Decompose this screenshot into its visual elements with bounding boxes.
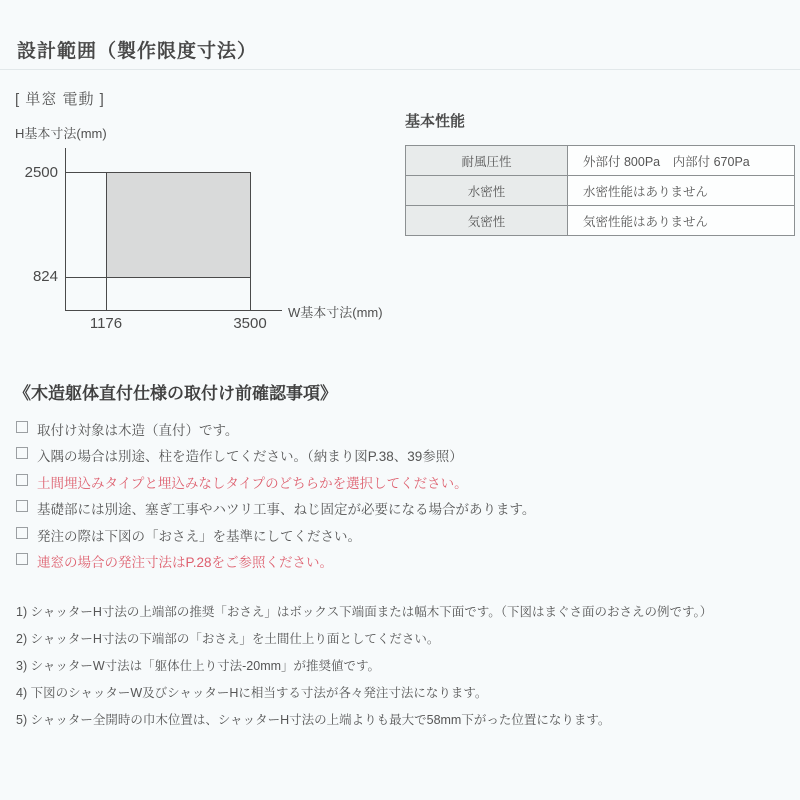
guide-line-h2500 [65,172,106,173]
checklist-item [16,525,361,545]
perf-row-value: 気密性能はありません [568,206,795,236]
y-axis-label: H基本寸法(mm) [15,126,107,141]
guide-line-w1176 [106,278,107,310]
performance-table [405,145,795,236]
checklist-item [16,472,468,492]
note-item: 4) 下図のシャッターW及びシャッターHに相当する寸法が各々発注寸法になります。 [16,686,488,700]
checklist-item [16,419,238,439]
note-item: 3) シャッターW寸法は「躯体仕上り寸法-20mm」が推奨値です。 [16,659,381,673]
checklist-item-text: 土間埋込みタイプと埋込みなしタイプのどちらかを選択してください。 [37,476,468,491]
perf-row-label: 気密性 [406,206,568,236]
note-item: 2) シャッターH寸法の下端部の「おさえ」を土間仕上り面としてください。 [16,632,440,646]
checklist-item-text: 入隅の場合は別途、柱を造作してください。（納まり図P.38、39参照） [37,449,463,464]
checkbox-icon [16,553,28,565]
perf-row-value: 外部付 800Pa 内部付 670Pa [568,146,795,176]
checklist-item-text: 発注の際は下図の「おさえ」を基準にしてください。 [37,529,361,544]
x-tick-1176: 1176 [89,315,123,332]
perf-row-label: 耐風圧性 [406,146,568,176]
manufacturable-range-region [106,172,251,278]
checkbox-icon [16,527,28,539]
guide-line-h824 [65,277,106,278]
y-tick-2500: 2500 [24,164,58,181]
x-tick-3500: 3500 [233,315,267,332]
table-row [406,146,795,176]
note-item: 1) シャッターH寸法の上端部の推奨「おさえ」はボックス下端面または幅木下面です。（下図はまぐさ面のおさえの例です。） [16,605,713,619]
checklist-item-text: 取付け対象は木造（直付）です。 [37,423,239,438]
page-title: 設計範囲（製作限度寸法） [17,41,258,62]
checklist-item [16,445,463,465]
guide-line-w3500 [250,278,251,310]
checkbox-icon [16,447,28,459]
checklist-item [16,551,333,571]
note-item: 5) シャッター全開時の巾木位置は、シャッターH寸法の上端よりも最大で58mm下がった位置になります。 [16,713,611,727]
checklist-item [16,498,535,518]
checklist-item-text: 連窓の場合の発注寸法はP.28をご参照ください。 [37,555,334,570]
title-divider [0,69,800,70]
x-axis-label: W基本寸法(mm) [288,305,383,320]
checklist-heading: 《木造躯体直付仕様の取付け前確認事項》 [14,384,337,403]
checkbox-icon [16,421,28,433]
perf-row-value: 水密性能はありません [568,176,795,206]
table-row [406,176,795,206]
checkbox-icon [16,500,28,512]
y-tick-824: 824 [32,268,58,285]
checkbox-icon [16,474,28,486]
checklist-item-text: 基礎部には別途、塞ぎ工事やハツリ工事、ねじ固定が必要になる場合があります。 [37,502,536,517]
performance-heading: 基本性能 [405,113,466,130]
x-axis-line [65,310,282,311]
window-type-label: [ 単窓 電動 ] [15,91,105,108]
table-row [406,206,795,236]
perf-row-label: 水密性 [406,176,568,206]
